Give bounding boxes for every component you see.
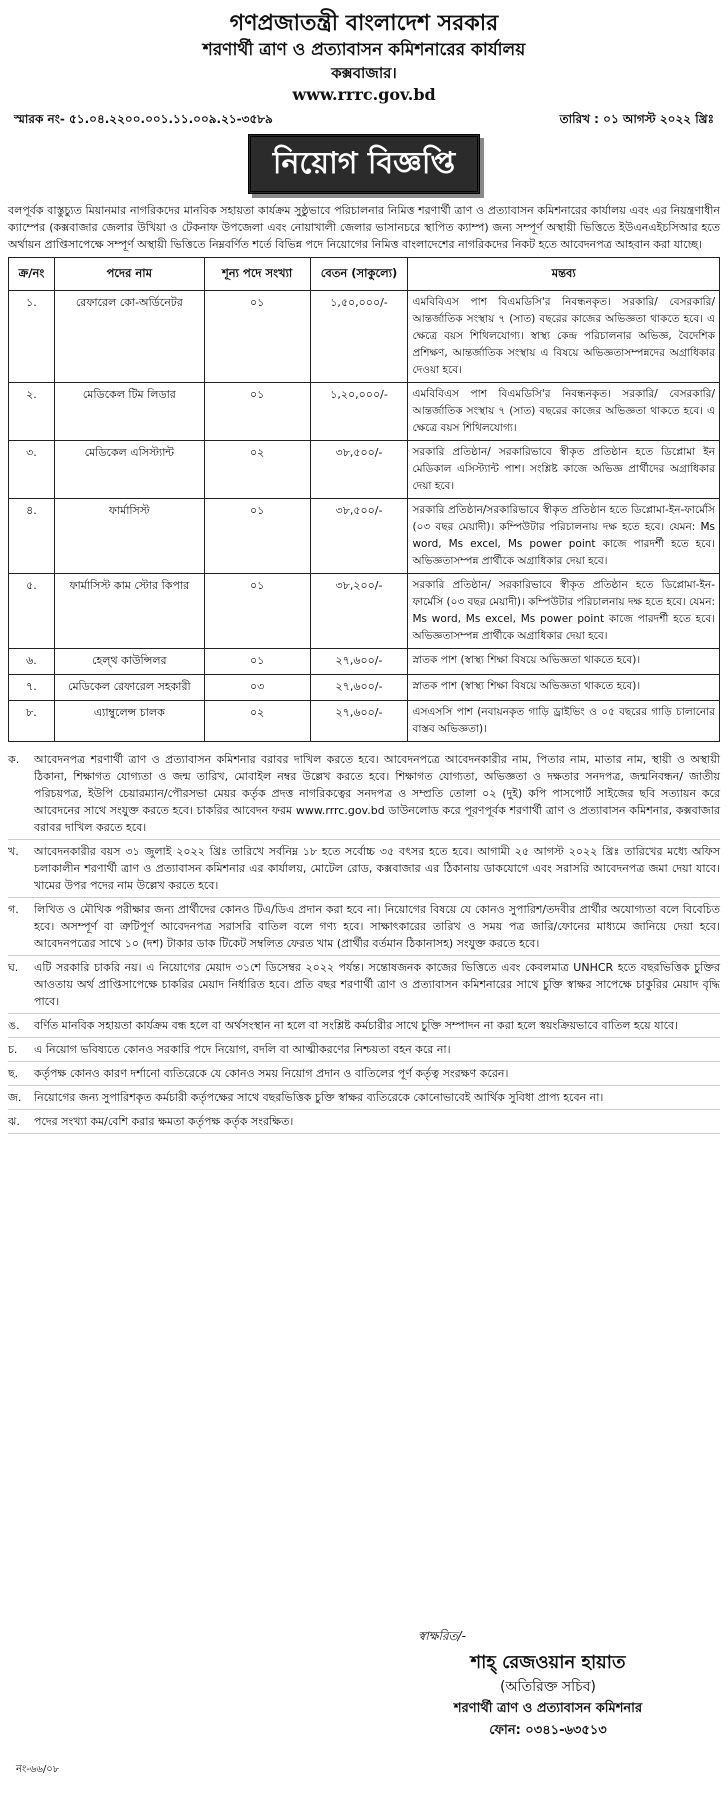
condition-text: আবেদনকারীর বয়স ৩১ জুলাই ২০২২ খ্রিঃ তারিখে সর্বনিম্ন ১৮ হতে সর্বোচ্চ ৩৫ বৎসর হতে হবে। আগামী ২৫ আগস্ট ২০২২ খ্রিঃ তারিখের মধ্যে অফিস চলাকালীন শরণার্থী ত্রাণ ও প্রত্যাবাসন কমিশনার এর কার্যালয়, মোটেল রোড, কক্সবাজার এর ঠিকানায় ডাকযোগে এবং সরাসরি আবেদনপত্র জমা দেয়া যাবে। খামের উপর পদের নাম উল্লেখ করতে হবে। <box>34 845 720 892</box>
table-row <box>9 383 720 441</box>
post-cell: এ্যাম্বুলেন্স চালক <box>54 701 204 742</box>
signatory-name: শাহ্ রেজওয়ান হায়াত <box>470 1652 626 1673</box>
signature-block <box>398 1628 698 1742</box>
serial-cell: ৫. <box>9 574 55 649</box>
condition-text: এটি সরকারি চাকরি নয়। এ নিয়োগের মেয়াদ ৩১শে ডিসেম্বর ২০২২ পর্যন্ত। সন্তোষজনক কাজের ভিত্তিতে এবং কেবলমাত্র UNHCR হতে বছরভিত্তিক চুক্তির আওতায় অর্থ প্রাপ্তিসাপেক্ষে চাকরির মেয়াদ নির্ধারিত হবে। প্রতি বছর শরণার্থী ত্রাণ ও প্রত্যাবাসন কমিশনারের সাথে চুক্তি স্বাক্ষর সাপেক্ষে চাকুরির মেয়াদ বৃদ্ধি পাবে। <box>34 961 720 1008</box>
salary-cell: ২৭,৬০০/- <box>310 675 408 701</box>
header-post: পদের নাম <box>54 258 204 291</box>
condition-text: নিয়োগের জন্য সুপারিশকৃত কর্মচারী কর্তৃপক্ষের সাথে বছরভিত্তিক চুক্তি স্বাক্ষর ব্যতিরেকে কোনোভাবেই আর্থিক সুবিধা প্রাপ্য হবেন না। <box>34 1091 604 1104</box>
signatory-office: শরণার্থী ত্রাণ ও প্রত্যাবাসন কমিশনার <box>453 1701 643 1716</box>
posts-table <box>8 257 720 742</box>
vacancy-cell: ০২ <box>204 441 310 499</box>
memo-row <box>0 110 728 128</box>
condition-item <box>8 748 720 840</box>
website-link[interactable]: www.rrrc.gov.bd <box>292 85 436 104</box>
remarks-cell: সরকারি প্রতিষ্ঠান/ সরকারিভাবে স্বীকৃত প্রতিষ্ঠান হতে ডিপ্লোমা-ইন-ফার্মেসি (০৩ বছর মেয়াদী)। কম্পিউটার পরিচালনায় দক্ষ হতে হবে। যেমন: Ms word, Ms excel, Ms power point কাজে পারদর্শী হতে হবে। অভিজ্ঞতাসম্পন্ন প্রার্থীকে অগ্রাধিকার দেয়া হবে। <box>408 574 720 649</box>
title-wrap <box>0 134 728 194</box>
serial-cell: ২. <box>9 383 55 441</box>
serial-cell: ৮. <box>9 701 55 742</box>
remarks-cell: স্নাতক পাশ (স্বাস্থ্য শিক্ষা বিষয়ে অভিজ্ঞতা থাকতে হবে)। <box>408 649 720 675</box>
condition-item <box>8 1038 720 1062</box>
table-header-row <box>9 258 720 291</box>
condition-item <box>8 1110 720 1134</box>
table-row <box>9 675 720 701</box>
post-cell: ফার্মাসিস্ট <box>54 499 204 574</box>
table-row <box>9 701 720 742</box>
salary-cell: ২৭,৬০০/- <box>310 649 408 675</box>
vacancy-cell: ০১ <box>204 499 310 574</box>
condition-item <box>8 1086 720 1110</box>
header-remarks: মন্তব্য <box>408 258 720 291</box>
remarks-cell: সরকারি প্রতিষ্ঠান/সরকারিভাবে স্বীকৃত প্রতিষ্ঠান হতে ডিপ্লোমা-ইন-ফার্মেসি (০৩ বছর মেয়াদী)। কম্পিউটার পরিচালনায় দক্ষ হতে হবে। যেমন: Ms word, Ms excel, Ms power point কাজে পারদর্শী হতে হবে। অভিজ্ঞতাসম্পন্ন প্রার্থীকে অগ্রাধিকার দেয়া হবে। <box>408 499 720 574</box>
office-location: কক্সবাজার। <box>331 64 397 82</box>
salary-cell: ৩৮,২০০/- <box>310 574 408 649</box>
condition-key: ক. <box>8 753 20 766</box>
salary-cell: ২৭,৬০০/- <box>310 701 408 742</box>
memo-date: তারিখ : ০১ আগস্ট ২০২২ খ্রিঃ <box>559 112 714 126</box>
header-salary: বেতন (সাকুল্যে) <box>310 258 408 291</box>
condition-text: আবেদনপত্র শরণার্থী ত্রাণ ও প্রত্যাবাসন কমিশনার বরাবর দাখিল করতে হবে। আবেদনপত্রে আবেদনকারীর নাম, পিতার নাম, মাতার নাম, স্থায়ী ও অস্থায়ী ঠিকানা, শিক্ষাগত যোগ্যতা ও জন্ম তারিখ, মোবাইল নম্বর উল্লেখ করতে হবে। শিক্ষাগত যোগ্যতা, অভিজ্ঞতা ও দক্ষতার সনদপত্র, জন্মনিবন্ধন/ জাতীয় পরিচয়পত্র, ইউপি চেয়ারম্যান/পৌরসভা মেয়র কর্তৃক প্রদত্ত নাগরিকত্বের সনদপত্র ও সম্প্রতি তোলা ০২ (দুই) কপি পাসপোর্ট সাইজের ছবি সত্যায়ন করে আবেদনের সাথে সংযুক্ত করতে হবে। চাকরির আবেদন ফরম www.rrrc.gov.bd ডাউনলোড করে পূরণপূর্বক শরণার্থী ত্রাণ ও প্রত্যাবাসন কমিশনার, কক্সবাজার বরাবর দাখিল করতে হবে। <box>34 753 720 834</box>
table-row <box>9 441 720 499</box>
post-cell: রেফারেল কো-অর্ডিনেটর <box>54 291 204 383</box>
condition-text: লিখিত ও মৌখিক পরীক্ষার জন্য প্রার্থীদের কোনও টিএ/ডিএ প্রদান করা হবে না। নিয়োগের বিষয়ে যে কোনও সুপারিশ/তদবীর প্রার্থীর অযোগ্যতা বলে বিবেচিত হবে। অসম্পূর্ণ বা ত্রুটিপূর্ণ আবেদনপত্র সরাসরি বাতিল বলে গণ্য হবে। সাক্ষাৎকারের তারিখ ও সময় পত্র জারি/ফোনের মাধ্যমে জানিয়ে দেয়া হবে। আবেদনপত্রের সাথে ১০ (দশ) টাকার ডাক টিকেট সম্বলিত ফেরত খাম (প্রার্থীর বর্তমান ঠিকানাসহ) সংযুক্ত করতে হবে। <box>34 903 720 950</box>
condition-text: এ নিয়োগ ভবিষ্যতে কোনও সরকারি পদে নিয়োগ, বদলি বা আত্মীকরণের নিশ্চয়তা বহন করে না। <box>34 1043 451 1056</box>
post-cell: ফার্মাসিস্ট কাম স্টোর কিপার <box>54 574 204 649</box>
condition-item <box>8 1062 720 1086</box>
vacancy-cell: ০১ <box>204 649 310 675</box>
table-row <box>9 649 720 675</box>
post-cell: মেডিকেল রেফারেল সহকারী <box>54 675 204 701</box>
vacancy-cell: ০১ <box>204 291 310 383</box>
government-name: গণপ্রজাতন্ত্রী বাংলাদেশ সরকার <box>229 11 499 36</box>
condition-key: জ. <box>8 1091 22 1104</box>
condition-key: ছ. <box>8 1067 19 1080</box>
condition-key: ঝ. <box>8 1115 20 1128</box>
post-cell: হেল্‌থ কাউন্সিলর <box>54 649 204 675</box>
condition-item <box>8 898 720 956</box>
condition-key: গ. <box>8 903 19 916</box>
post-cell: মেডিকেল টিম লিডার <box>54 383 204 441</box>
letterhead <box>0 10 728 106</box>
condition-item <box>8 840 720 898</box>
condition-key: খ. <box>8 845 19 858</box>
table-row <box>9 499 720 574</box>
conditions-list <box>8 748 720 1134</box>
footer-reference: নং-৬৬/০৮ <box>16 1764 60 1775</box>
serial-cell: ৭. <box>9 675 55 701</box>
vacancy-cell: ০২ <box>204 701 310 742</box>
vacancy-cell: ০১ <box>204 574 310 649</box>
post-cell: মেডিকেল এসিস্ট্যান্ট <box>54 441 204 499</box>
condition-item <box>8 956 720 1014</box>
vacancy-cell: ০৩ <box>204 675 310 701</box>
header-serial: ক্র/নং <box>9 258 55 291</box>
signatory-designation: (অতিরিক্ত সচিব) <box>500 1679 596 1695</box>
condition-text: পদের সংখ্যা কম/বেশি করার ক্ষমতা কর্তৃপক্ষ কর্তৃক সংরক্ষিত। <box>34 1115 294 1128</box>
condition-key: ঘ. <box>8 961 19 974</box>
remarks-cell: এমবিবিএস পাশ বিএমডিসি'র নিবন্ধনকৃত। সরকারি/ বেসরকারি/ আন্তর্জাতিক সংস্থায় ৭ (সাত) বছরের কাজের অভিজ্ঞতা থাকতে হবে। এ ক্ষেত্রে বয়স শিথিলযোগ্য। স্বাস্থ্য কেন্দ্র পরিচালনার অভিজ্ঞ, বৈদেশিক প্রশিক্ষণ, আন্তর্জাতিক সংস্থায় এ বিষয়ে অভিজ্ঞতাসম্পন্নদের অগ্রাধিকার দেওয়া হবে। <box>408 291 720 383</box>
vacancy-cell: ০১ <box>204 383 310 441</box>
remarks-cell: এমবিবিএস পাশ বিএমডিসি'র নিবন্ধনকৃত। সরকারি/ বেসরকারি/ আন্তর্জাতিক সংস্থায় ৭ (সাত) বছরের কাজের অভিজ্ঞতা থাকতে হবে। এ ক্ষেত্রে বয়স শিথিলযোগ্য। <box>408 383 720 441</box>
table-row <box>9 574 720 649</box>
memo-number: স্মারক নং- ৫১.০৪.২২০০.০০১.১১.০০৯.২১-৩৫৮৯ <box>14 112 273 126</box>
salary-cell: ৩৮,৫০০/- <box>310 499 408 574</box>
serial-cell: ৩. <box>9 441 55 499</box>
header-vacancy: শূন্য পদে সংখ্যা <box>204 258 310 291</box>
signed-mark: স্বাক্ষরিত/- <box>418 1629 466 1643</box>
serial-cell: ৬. <box>9 649 55 675</box>
condition-text: বর্ণিত মানবিক সহায়তা কার্যক্রম বন্ধ হলে বা অর্থসংস্থান না হলে বা সংশ্লিষ্ট কর্মচারীর সাথে চুক্তি সম্পাদন না করা হলে স্বয়ংক্রিয়ভাবে বাতিল হয়ে যাবে। <box>34 1019 679 1032</box>
notice-title: নিয়োগ বিজ্ঞপ্তি <box>248 134 480 194</box>
remarks-cell: সরকারি প্রতিষ্ঠান/ সরকারিভাবে স্বীকৃত প্রতিষ্ঠান হতে ডিপ্লোমা ইন মেডিকাল এসিস্ট্যান্ট পাশ। সংশ্লিষ্ট কাজে অভিজ্ঞ প্রার্থীদের অগ্রাধিকার দেয়া হবে। <box>408 441 720 499</box>
serial-cell: ১. <box>9 291 55 383</box>
remarks-cell: স্নাতক পাশ (স্বাস্থ্য শিক্ষা বিষয়ে অভিজ্ঞতা থাকতে হবে)। <box>408 675 720 701</box>
signatory-phone: ফোন: ০৩৪১-৬৩৫১৩ <box>489 1723 607 1738</box>
remarks-cell: এসএসসি পাশ (নবায়নকৃত গাড়ি ড্রাইভিং ও ০৫ বছরের গাড়ি চালানোর বাস্তব অভিজ্ঞতা)। <box>408 701 720 742</box>
serial-cell: ৪. <box>9 499 55 574</box>
condition-key: চ. <box>8 1043 18 1056</box>
salary-cell: ১,২০,০০০/- <box>310 383 408 441</box>
condition-text: কর্তৃপক্ষ কোনও কারণ দর্শানো ব্যতিরেকে যে কোনও সময় নিয়োগ প্রদান ও বাতিলের পূর্ণ কর্তৃত্ব সংরক্ষণ করেন। <box>34 1067 509 1080</box>
salary-cell: ৩৮,৫০০/- <box>310 441 408 499</box>
condition-key: ঙ. <box>8 1019 20 1032</box>
table-row <box>9 291 720 383</box>
intro-paragraph: বলপূর্বক বাস্তুচ্যুত মিয়ানমার নাগরিকদের মানবিক সহায়তা কার্যক্রম সুষ্ঠুভাবে পরিচালনার নিমিত্ত শরণার্থী ত্রাণ ও প্রত্যাবাসন কমিশনারের কার্যালয় এবং এর নিয়ন্ত্রণাধীন ক্যাম্পের (কক্সবাজার জেলার উখিয়া ও টেকনাফ উপজেলা এবং নোয়াখালী জেলার ভাসানচরে স্থাপিত ক্যাম্প) জন্য সম্পূর্ণ অস্থায়ী ভিত্তিতে ইউএনএইচসিআর হতে অর্থায়ন প্রাপ্তিসাপেক্ষে সম্পূর্ণ অস্থায়ী ভিত্তিতে নিম্নবর্ণিত শর্তে বিভিন্ন পদে নিয়োগের নিমিত্ত বাংলাদেশের নাগরিকদের নিকট হতে আবেদনপত্র আহবান করা যাচ্ছে। <box>8 204 720 251</box>
salary-cell: ১,৫০,০০০/- <box>310 291 408 383</box>
condition-item <box>8 1014 720 1038</box>
office-name: শরণার্থী ত্রাণ ও প্রত্যাবাসন কমিশনারের কার্যালয় <box>202 40 526 60</box>
